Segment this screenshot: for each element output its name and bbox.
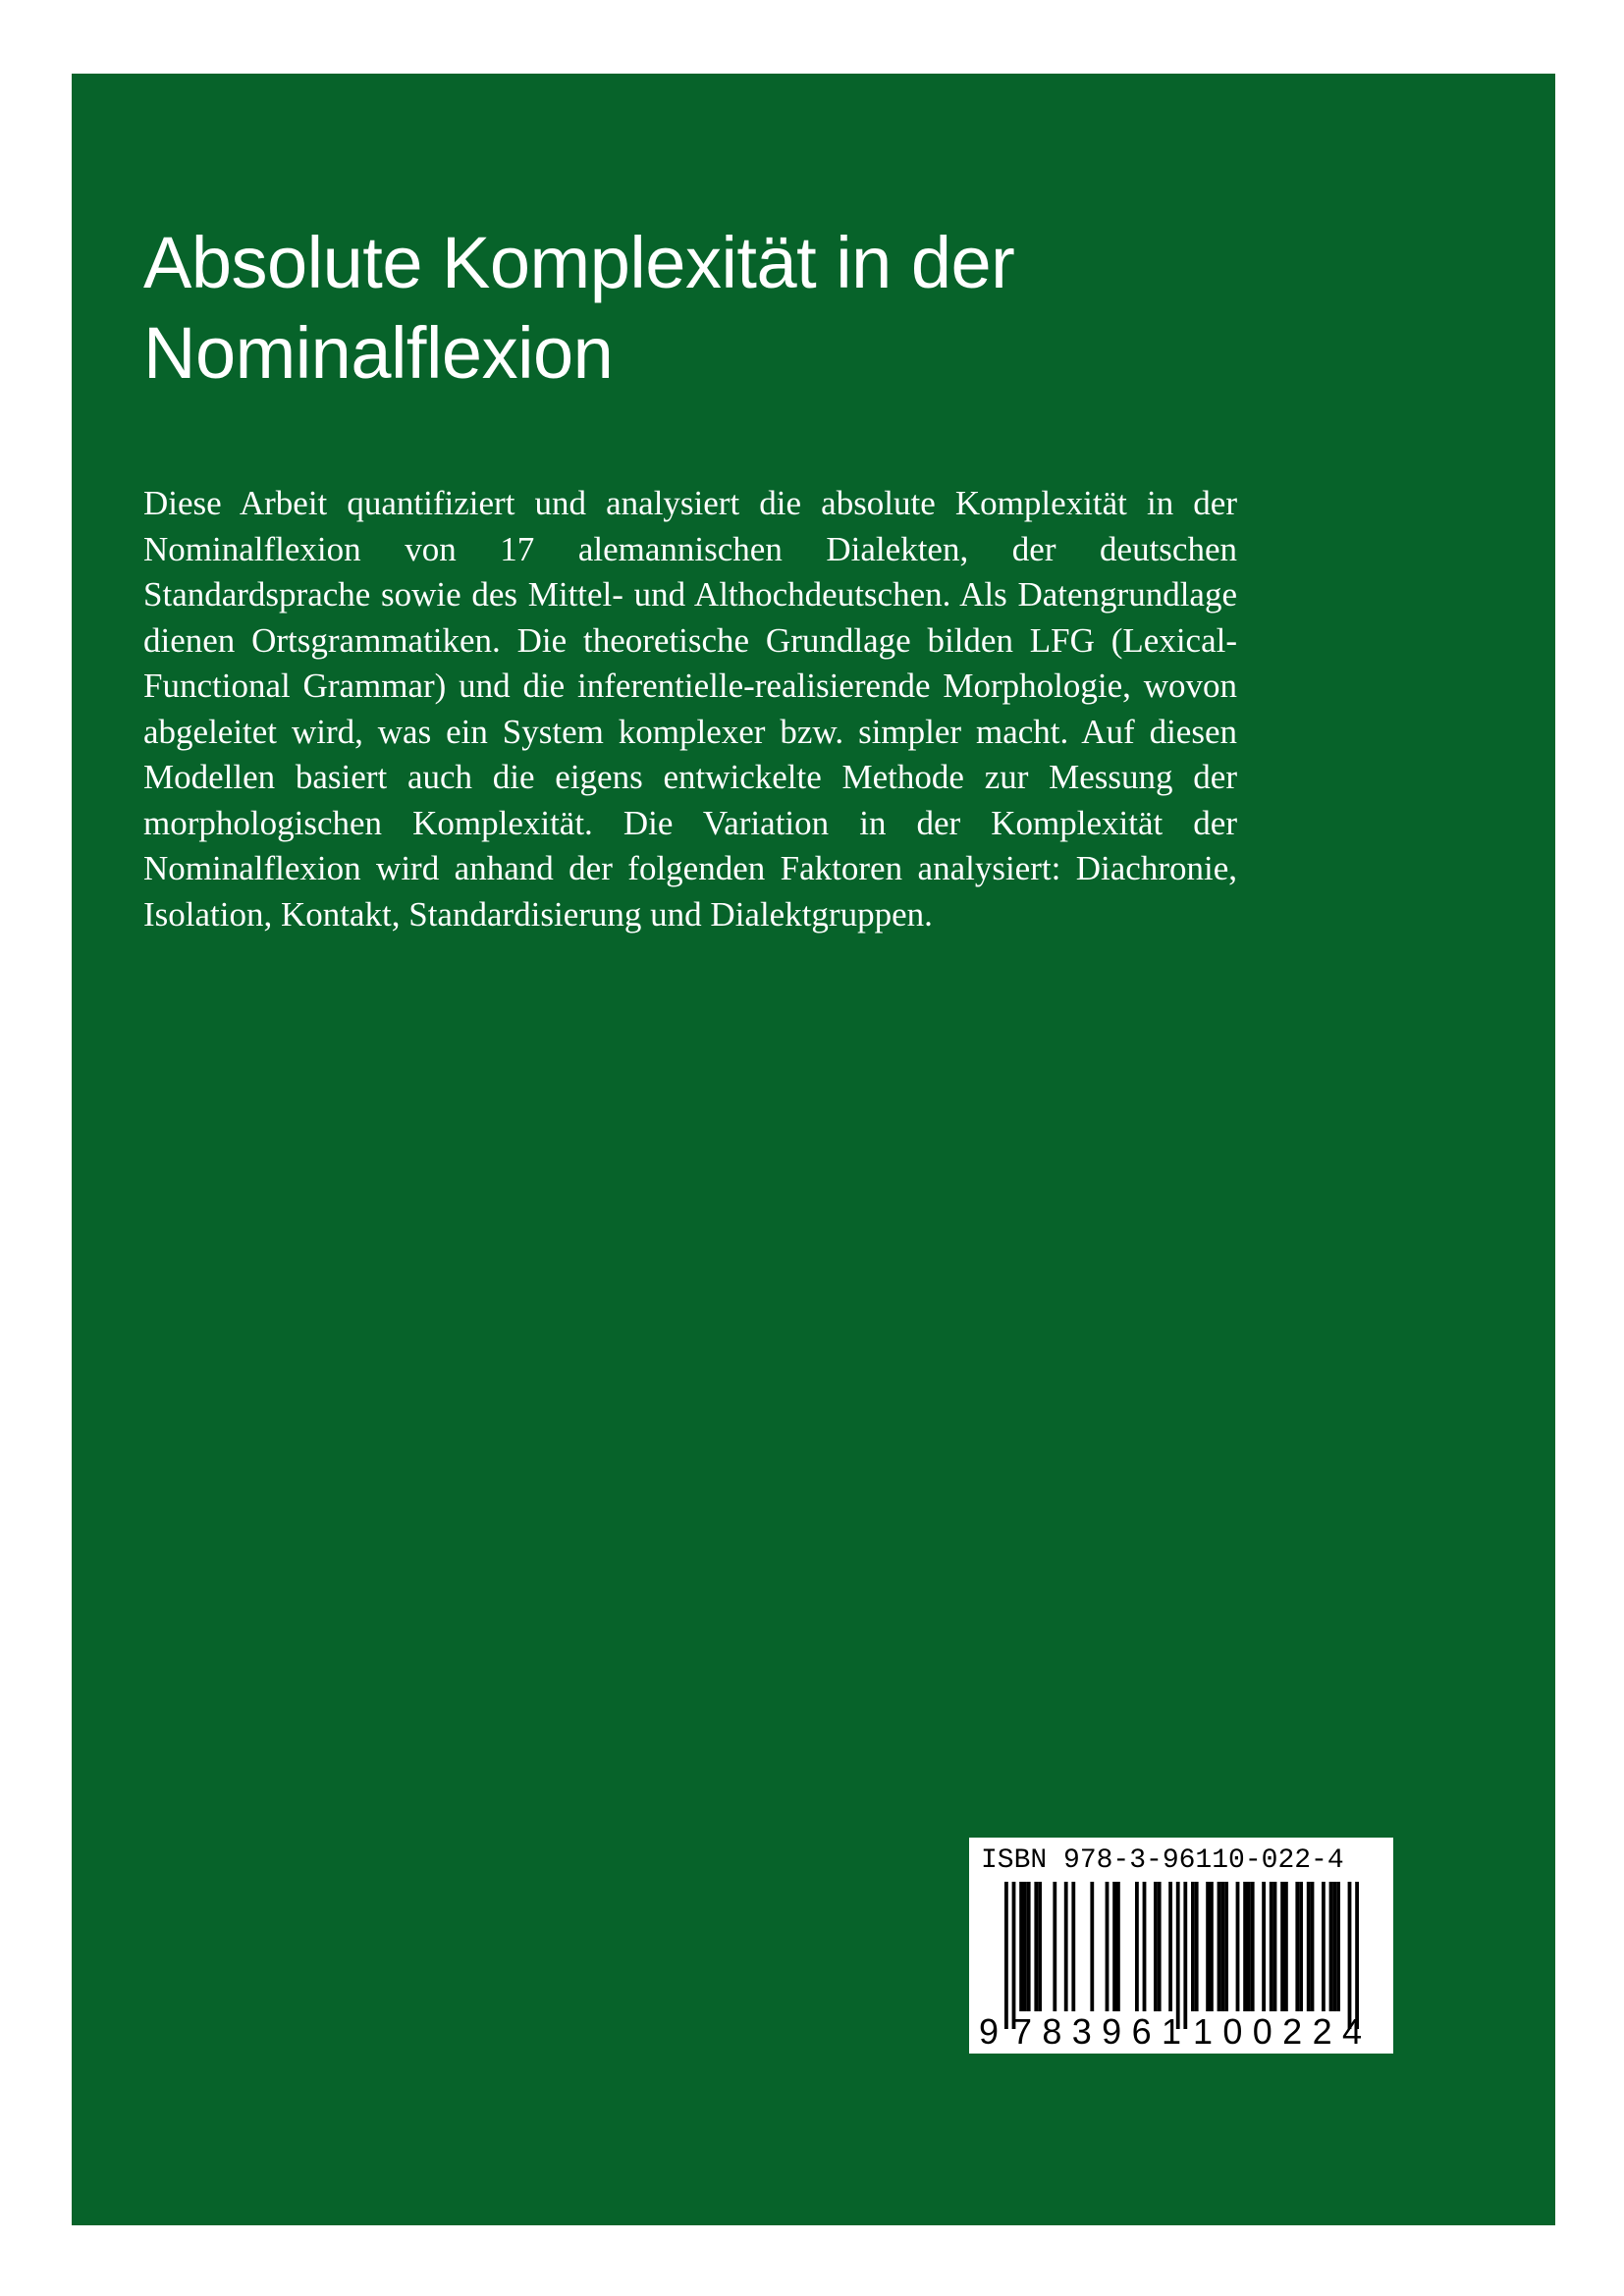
barcode-bar xyxy=(1195,1882,1199,2011)
barcode-bar xyxy=(1243,1882,1247,2011)
barcode-bar xyxy=(1224,1882,1228,2011)
barcode-bar xyxy=(1206,1882,1210,2011)
barcode-bar xyxy=(1307,1882,1311,2011)
barcode-bar xyxy=(1273,1882,1277,2011)
barcode-bar xyxy=(1183,1882,1187,2029)
barcode-bar xyxy=(1311,1882,1315,2011)
barcode-bar xyxy=(1220,1882,1224,2011)
barcode-bar xyxy=(1247,1882,1251,2011)
barcode-bar xyxy=(1191,1882,1195,2011)
barcode-bar xyxy=(1004,1882,1008,2029)
barcode-bar xyxy=(1322,1882,1326,2011)
barcode-bar xyxy=(1251,1882,1255,2011)
ean-first-digit: 9 xyxy=(979,2011,1000,2052)
barcode-bar xyxy=(1168,1882,1172,2011)
barcode-bar xyxy=(1295,1882,1299,2011)
barcode-bar xyxy=(1280,1882,1284,2011)
barcode-bar xyxy=(1143,1882,1147,2011)
ean-right-digits: 100224 xyxy=(1193,2011,1362,2052)
barcode-bar xyxy=(1154,1882,1158,2011)
barcode-bar xyxy=(1012,1882,1016,2029)
isbn-label: ISBN 978-3-96110-022-4 xyxy=(981,1845,1344,1876)
barcode-bar xyxy=(1299,1882,1303,2011)
barcode-bar xyxy=(1210,1882,1214,2011)
barcode-bar xyxy=(1090,1882,1094,2011)
book-title: Absolute Komplexität in der Nominalflexion xyxy=(143,222,1015,394)
barcode-bar xyxy=(1064,1882,1068,2011)
barcode-bar xyxy=(1355,1882,1359,2029)
barcode-bar xyxy=(1284,1882,1288,2011)
barcode-bar xyxy=(1218,1882,1221,2011)
barcode-bar xyxy=(1262,1882,1266,2011)
barcode-bar xyxy=(1329,1882,1333,2011)
barcode-bar xyxy=(1053,1882,1056,2011)
ean-left-digits: 783961 xyxy=(1012,2011,1181,2052)
barcode-bar xyxy=(1270,1882,1273,2011)
barcode-bar xyxy=(1176,1882,1180,2029)
barcode-bar xyxy=(1116,1882,1120,2011)
barcode-bar xyxy=(1158,1882,1162,2011)
barcode-bar xyxy=(1135,1882,1139,2011)
barcode-bar xyxy=(1019,1882,1023,2011)
barcode-bar xyxy=(1336,1882,1340,2011)
barcode-bar xyxy=(1023,1882,1027,2011)
blurb-text: Diese Arbeit quantifiziert und analysiert die absolute Komplexität in der Nominalflexion von 17 alemannischen Dialekten, der deutschen Standardsprache sowie des Mittel- und Althochdeutschen. Als Datengrundlage dienen Ortsgrammatiken. Die theoretische Grundlage bilden LFG (Lexical-Functional Grammar) und die inferentielle-realisierende Morphologie, wovon abgeleitet wird, was ein System komplexer bzw. simpler macht. Auf diesen Modellen basiert auch die eigens entwickelte Methode zur Messung der morphologischen Komplexität. Die Variation in der Komplexität der Nominalflexion wird anhand der folgenden Faktoren analysiert: Diachronie, Isolation, Kontakt, Standardisierung und Dialektgruppen. xyxy=(143,484,1237,934)
barcode-bar xyxy=(1038,1882,1042,2011)
isbn-barcode xyxy=(969,1838,1393,2054)
barcode-graphic xyxy=(969,1838,1393,2054)
barcode-bar xyxy=(1106,1882,1110,2011)
barcode-bar xyxy=(1034,1882,1038,2011)
barcode-bar xyxy=(1027,1882,1031,2011)
barcode-bar xyxy=(1071,1882,1075,2011)
barcode-bar xyxy=(1332,1882,1336,2011)
barcode-bar xyxy=(1236,1882,1240,2011)
barcode-bar xyxy=(1112,1882,1116,2011)
barcode-bars xyxy=(1004,1882,1359,2029)
barcode-bar xyxy=(1348,1882,1352,2029)
